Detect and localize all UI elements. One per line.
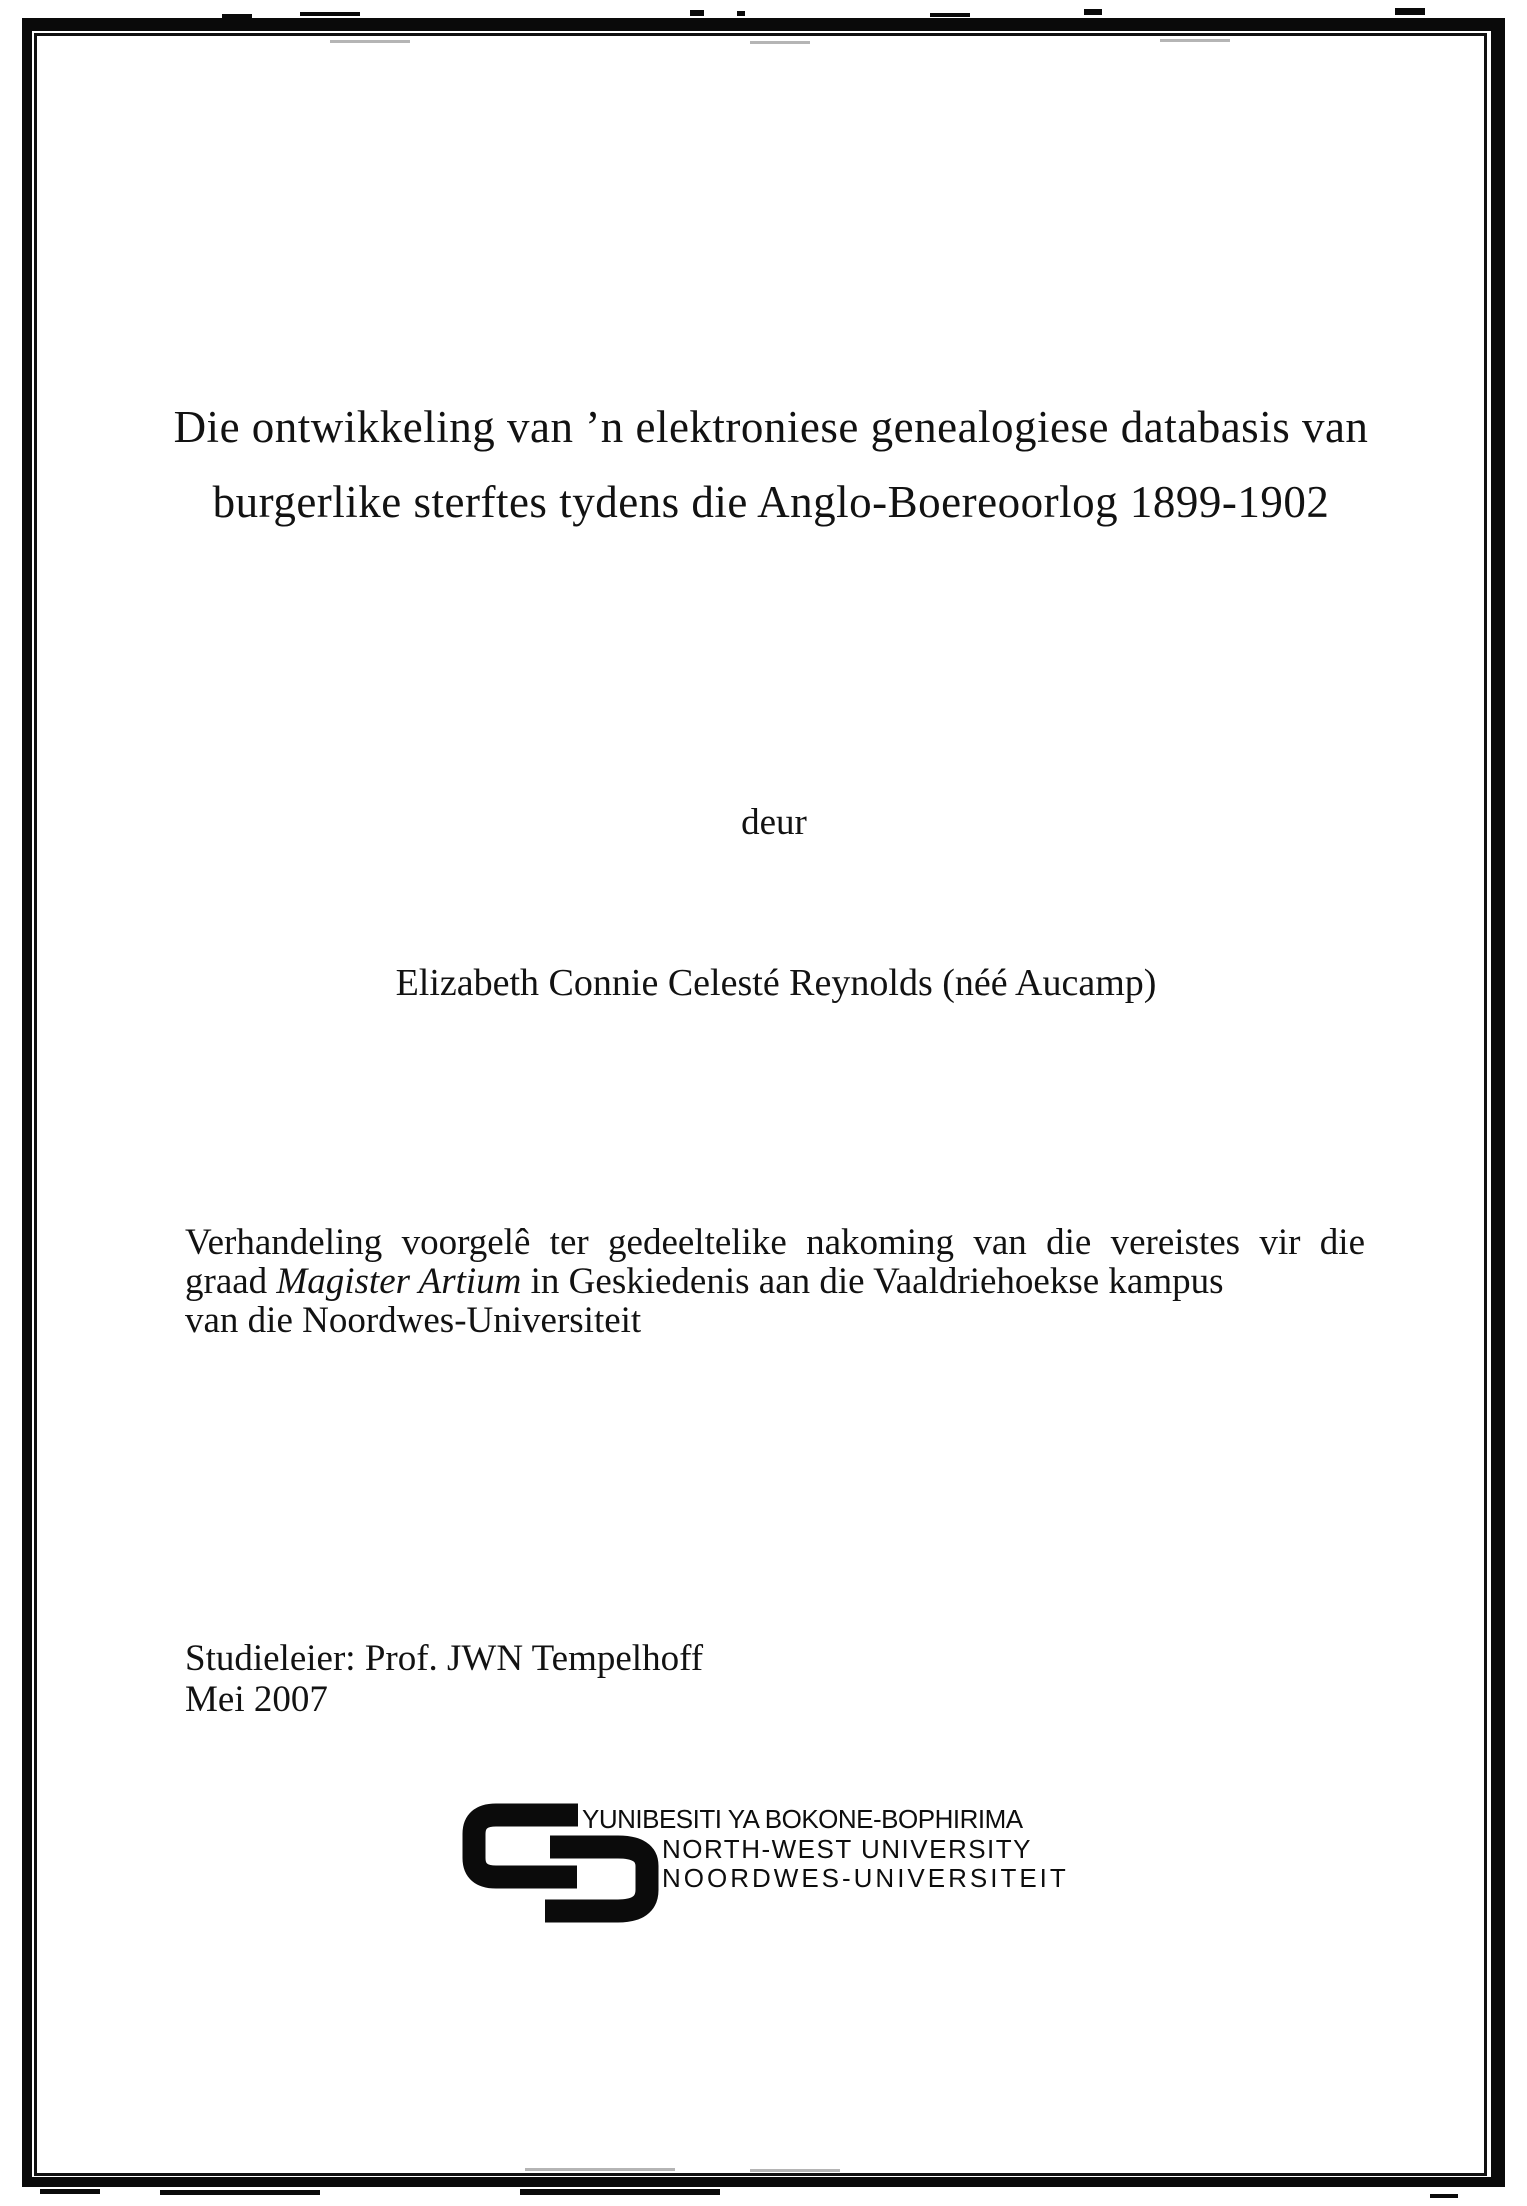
university-wordmark	[582, 1805, 1202, 1894]
scan-artifact	[330, 40, 410, 43]
submission-statement-line2	[185, 1262, 1365, 1301]
thesis-title-line1: Die ontwikkeling van ’n elektroniese genealogiese databasis van	[173, 402, 1369, 452]
author-name: Elizabeth Connie Celesté Reynolds (néé Aucamp)	[395, 962, 1157, 1004]
scan-artifact	[690, 10, 704, 16]
scan-artifact	[300, 12, 360, 16]
date-line: Mei 2007	[185, 1679, 328, 1720]
submission-statement-line3: van die Noordwes-Universiteit	[185, 1300, 642, 1341]
thesis-title-line2: burgerlike sterftes tydens die Anglo-Boereoorlog 1899-1902	[212, 477, 1330, 527]
supervisor-line: Studieleier: Prof. JWN Tempelhoff	[185, 1638, 704, 1679]
scan-artifact	[1395, 8, 1425, 15]
supervisor-block	[185, 1638, 1085, 1720]
scan-artifact	[1430, 2194, 1458, 2198]
scan-artifact	[525, 2168, 675, 2171]
scan-artifact	[222, 14, 252, 19]
degree-name: Magister Artium	[276, 1261, 522, 1302]
scan-artifact	[160, 2190, 320, 2195]
scan-artifact	[40, 2189, 100, 2194]
university-name-afrikaans: NOORDWES-UNIVERSITEIT	[662, 1863, 1069, 1893]
university-name-setswana: YUNIBESITI YA BOKONE-BOPHIRIMA	[582, 1804, 1023, 1834]
university-name-english: NORTH-WEST UNIVERSITY	[662, 1833, 1033, 1864]
scan-artifact	[1084, 9, 1102, 15]
degree-prefix: graad	[185, 1261, 277, 1302]
byline-deur: deur	[741, 802, 807, 843]
submission-statement	[185, 1223, 1365, 1340]
scan-artifact	[750, 41, 810, 44]
thesis-title	[9, 390, 1527, 540]
scan-artifact	[750, 2169, 840, 2172]
degree-suffix: in Geskiedenis aan die Vaaldriehoekse kampus	[521, 1261, 1224, 1302]
submission-statement-line1: Verhandeling voorgelê ter gedeeltelike nakoming van die vereistes vir die	[185, 1222, 1365, 1263]
scan-artifact	[930, 13, 970, 17]
scan-artifact	[737, 11, 745, 16]
scan-artifact	[520, 2189, 720, 2195]
scan-artifact	[1160, 39, 1230, 42]
